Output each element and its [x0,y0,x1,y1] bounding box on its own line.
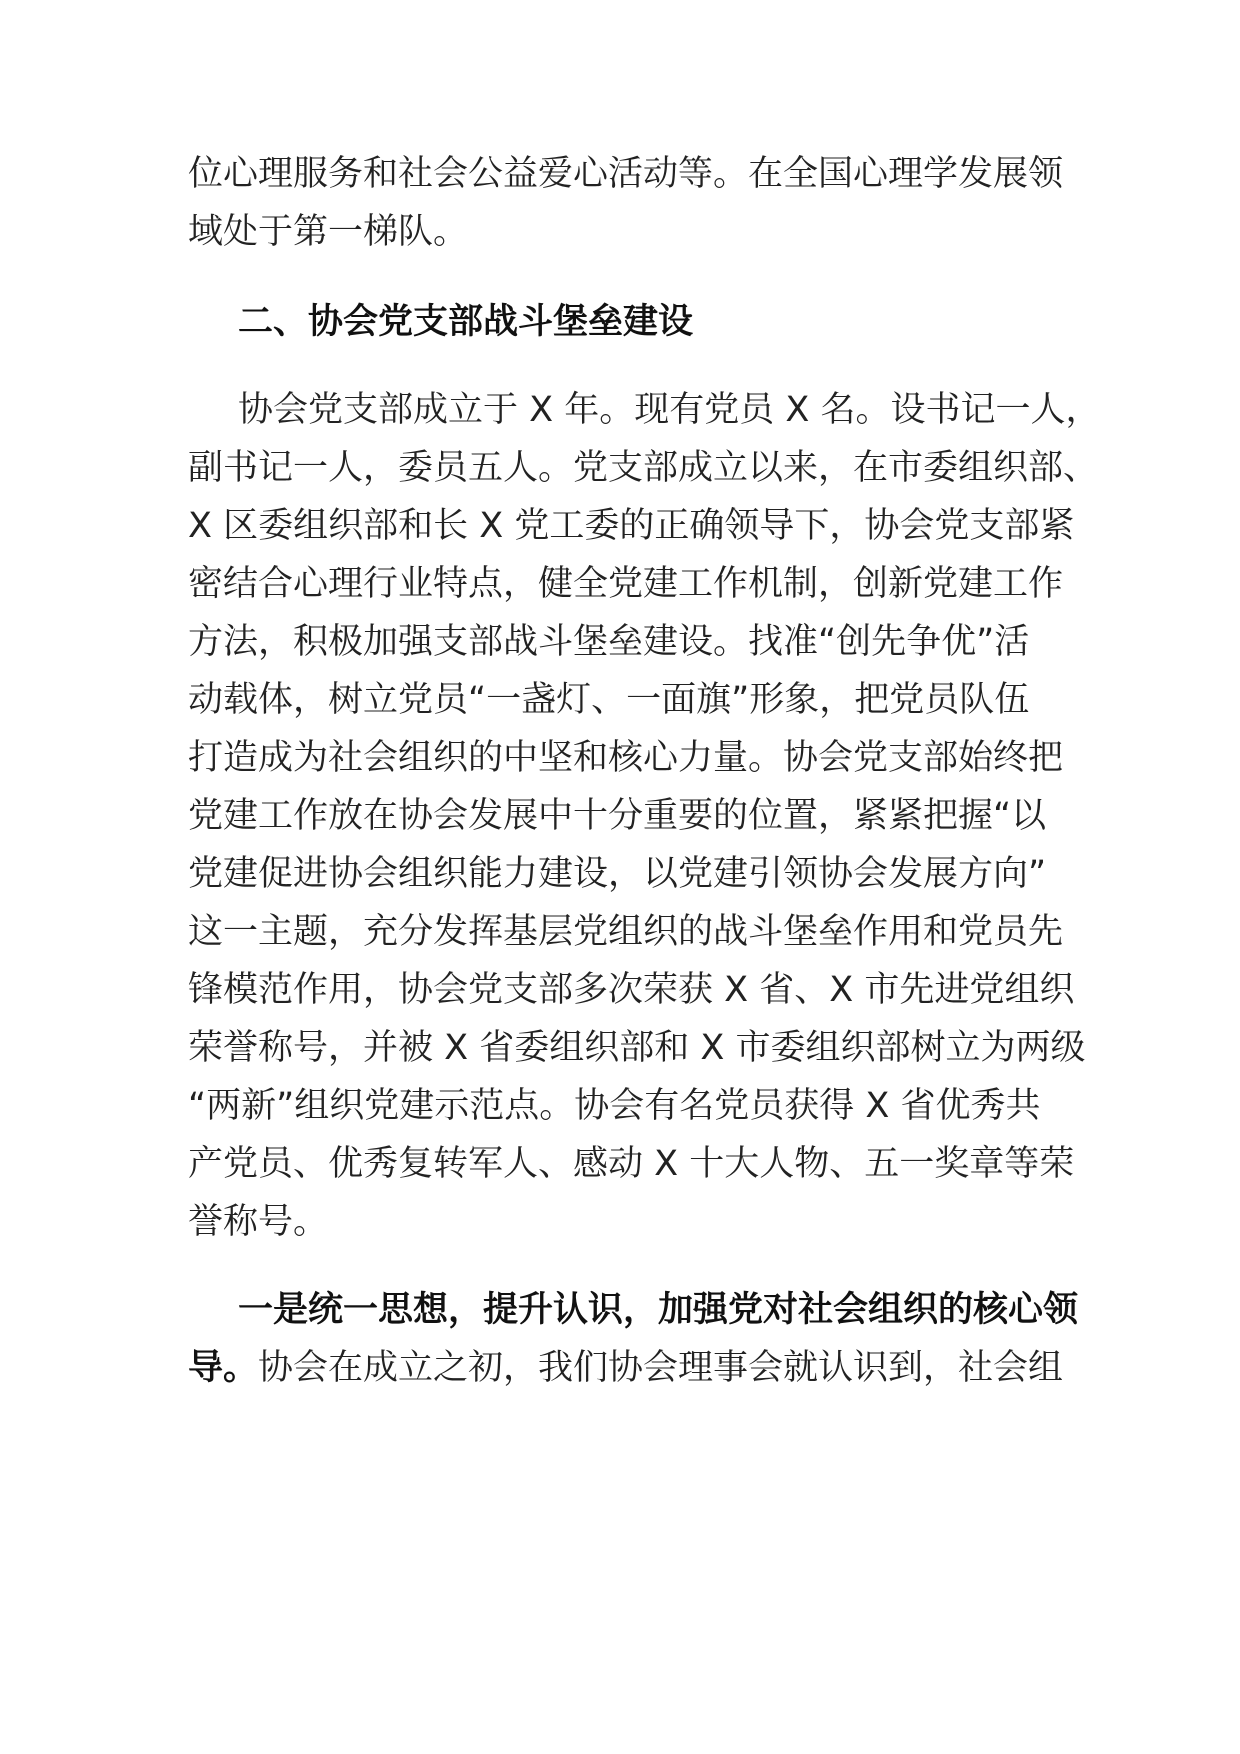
paragraph-line: “两新”组织党建示范点。协会有名党员获得 X 省优秀共 [188,1086,1041,1126]
paragraph-line: 这一主题，充分发挥基层党组织的战斗堡垒作用和党员先 [188,912,1064,952]
point-line [188,1342,1088,1394]
paragraph-line: 产党员、优秀复转军人、感动 X 十大人物、五一奖章等荣 [188,1144,1075,1184]
paragraph-line: 党建工作放在协会发展中十分重要的位置，紧紧把握“以 [188,796,1047,836]
point-heading: 一是统一思想，提升认识，加强党对社会组织的核心领 [238,1290,1079,1330]
point-heading-end: 导。 [188,1348,259,1388]
point-text: 协会在成立之初，我们协会理事会就认识到，社会组 [258,1348,1064,1388]
paragraph-line: X 区委组织部和长 X 党工委的正确领导下，协会党支部紧 [188,506,1075,546]
paragraph-line: 锋模范作用，协会党支部多次荣获 X 省、X 市先进党组织 [188,970,1075,1010]
section-heading: 二、协会党支部战斗堡垒建设 [238,302,694,342]
paragraph-line: 党建促进协会组织能力建设，以党建引领协会发展方向” [188,854,1047,894]
paragraph-line: 誉称号。 [188,1202,329,1242]
paragraph-line: 副书记一人，委员五人。党支部成立以来，在市委组织部、 [188,448,1099,488]
paragraph-line: 密结合心理行业特点，健全党建工作机制，创新党建工作 [188,564,1064,604]
paragraph-line: 打造成为社会组织的中坚和核心力量。协会党支部始终把 [188,738,1064,778]
paragraph-line: 动载体，树立党员“一盏灯、一面旗”形象，把党员队伍 [188,680,1030,720]
text-line: 位心理服务和社会公益爱心活动等。在全国心理学发展领 [188,154,1064,194]
paragraph-line: 荣誉称号，并被 X 省委组织部和 X 市委组织部树立为两级 [188,1028,1086,1068]
paragraph-line: 协会党支部成立于 X 年。现有党员 X 名。设书记一人， [238,390,1101,430]
text-line: 域处于第一梯队。 [188,212,469,252]
paragraph-line: 方法，积极加强支部战斗堡垒建设。找准“创先争优”活 [188,622,1030,662]
